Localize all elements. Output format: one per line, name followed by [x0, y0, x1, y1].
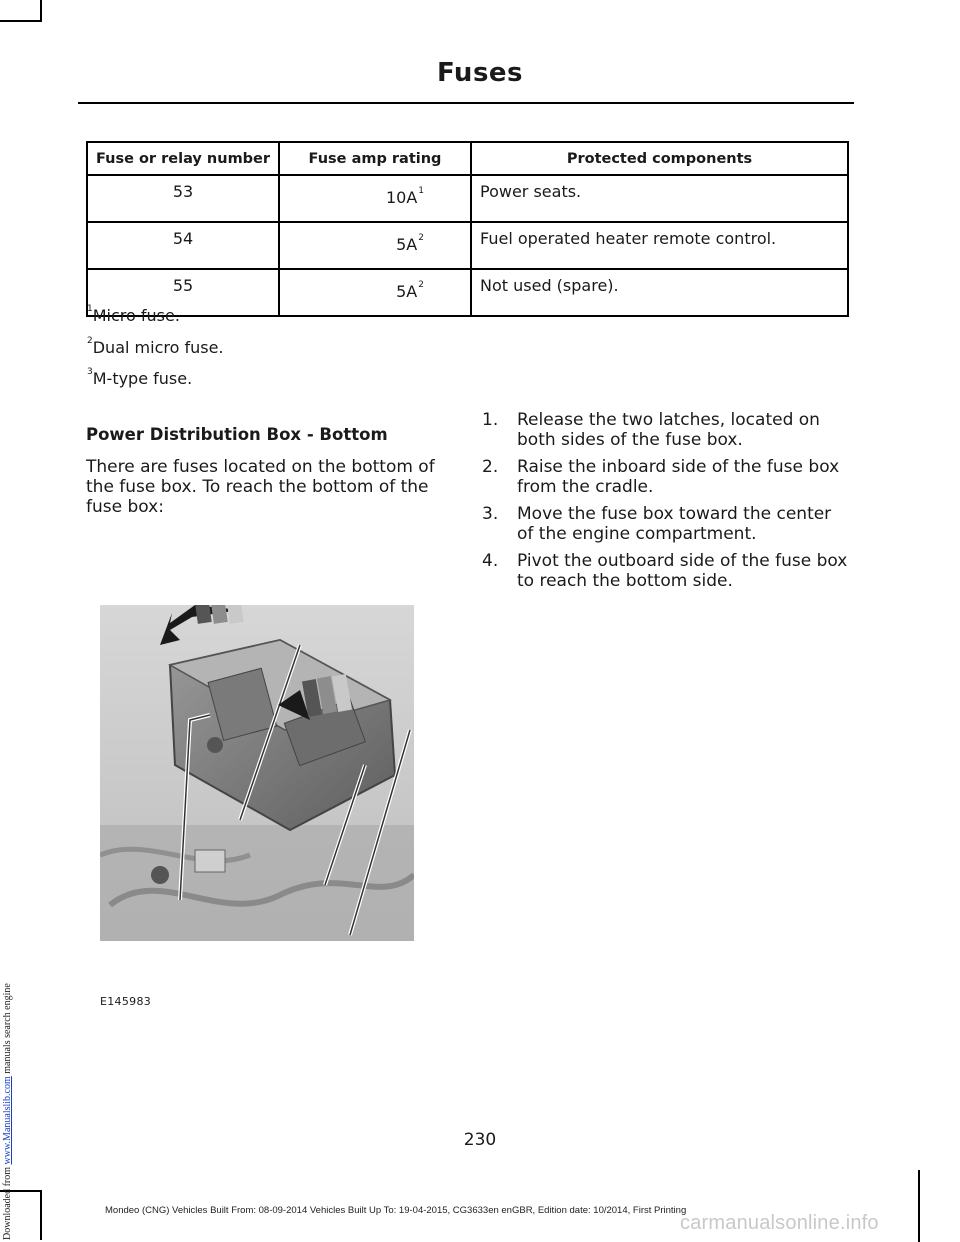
footnote	[86, 338, 224, 357]
download-note	[2, 983, 13, 1240]
list-item	[482, 551, 852, 591]
fuse-table	[86, 141, 849, 317]
amp-value: 5A	[396, 235, 418, 254]
fuse-box-illustration	[100, 605, 414, 941]
footnote-ref: 1	[418, 186, 425, 196]
step-number: 4.	[482, 551, 499, 571]
crop-mark	[918, 1170, 920, 1242]
fuse-amp	[279, 269, 471, 316]
section-heading: Power Distribution Box - Bottom	[86, 425, 388, 444]
footnote-ref: 2	[418, 280, 424, 290]
list-item	[482, 457, 852, 497]
section-intro: There are fuses located on the bottom of the fuse box. To reach the bottom of the fuse box:	[86, 457, 435, 517]
step-number: 1.	[482, 410, 499, 430]
amp-value: 10A	[385, 188, 418, 207]
footnote-text: Dual micro fuse.	[92, 338, 224, 357]
protected-component: Fuel operated heater remote control.	[471, 222, 848, 269]
step-number: 2.	[482, 457, 499, 477]
figure-id: E145983	[100, 995, 152, 1008]
column-header: Fuse amp rating	[279, 142, 471, 175]
crop-mark	[0, 20, 42, 22]
column-header: Fuse or relay number	[87, 142, 279, 175]
column-header: Protected components	[471, 142, 848, 175]
list-item	[482, 410, 852, 450]
list-item	[482, 504, 852, 544]
footnote-mark: 1	[87, 304, 93, 314]
fuse-amp	[279, 222, 471, 269]
step-text: Pivot the outboard side of the fuse box to reach the bottom side.	[517, 551, 848, 591]
footnote-text: Micro fuse.	[92, 306, 180, 325]
footer-text: Mondeo (CNG) Vehicles Built From: 08-09-2014 Vehicles Built Up To: 19-04-2015, CG3633en enGBR, Edition date: 10/2014, First Printing	[105, 1205, 687, 1216]
protected-component: Not used (spare).	[471, 269, 848, 316]
download-note-prefix: Downloaded from	[2, 1164, 13, 1240]
step-number: 3.	[482, 504, 499, 524]
fuse-number: 53	[87, 175, 279, 222]
step-list	[482, 410, 852, 598]
table-row	[87, 175, 848, 222]
download-note-suffix: manuals search engine	[2, 983, 13, 1077]
watermark: carmanualsonline.info	[680, 1212, 879, 1234]
step-text: Move the fuse box toward the center of the engine compartment.	[517, 504, 832, 544]
mounting-bolt	[151, 866, 169, 884]
step-text: Release the two latches, located on both sides of the fuse box.	[517, 410, 820, 450]
manualslib-link[interactable]: www.Manualslib.com	[2, 1076, 13, 1165]
step-text: Raise the inboard side of the fuse box from the cradle.	[517, 457, 840, 497]
page-number: 230	[463, 1130, 497, 1150]
footnote-mark: 3	[87, 367, 93, 377]
table-row	[87, 222, 848, 269]
title-rule	[78, 102, 854, 104]
footnote-text: M-type fuse.	[92, 369, 193, 388]
footnote-mark: 2	[87, 336, 93, 346]
table-row	[87, 269, 848, 316]
protected-component: Power seats.	[471, 175, 848, 222]
mounting-bolt	[207, 737, 223, 753]
fuse-number: 55	[87, 269, 279, 316]
page-title: Fuses	[436, 58, 524, 88]
relay-label	[195, 850, 225, 872]
amp-value: 5A	[396, 282, 418, 301]
footnote-ref: 2	[418, 233, 424, 243]
fuse-amp	[279, 175, 471, 222]
crop-mark	[40, 0, 42, 20]
footnote	[86, 306, 180, 325]
table-header-row	[87, 142, 848, 175]
footnote	[86, 369, 192, 388]
fuse-number: 54	[87, 222, 279, 269]
crop-mark	[40, 1190, 42, 1240]
